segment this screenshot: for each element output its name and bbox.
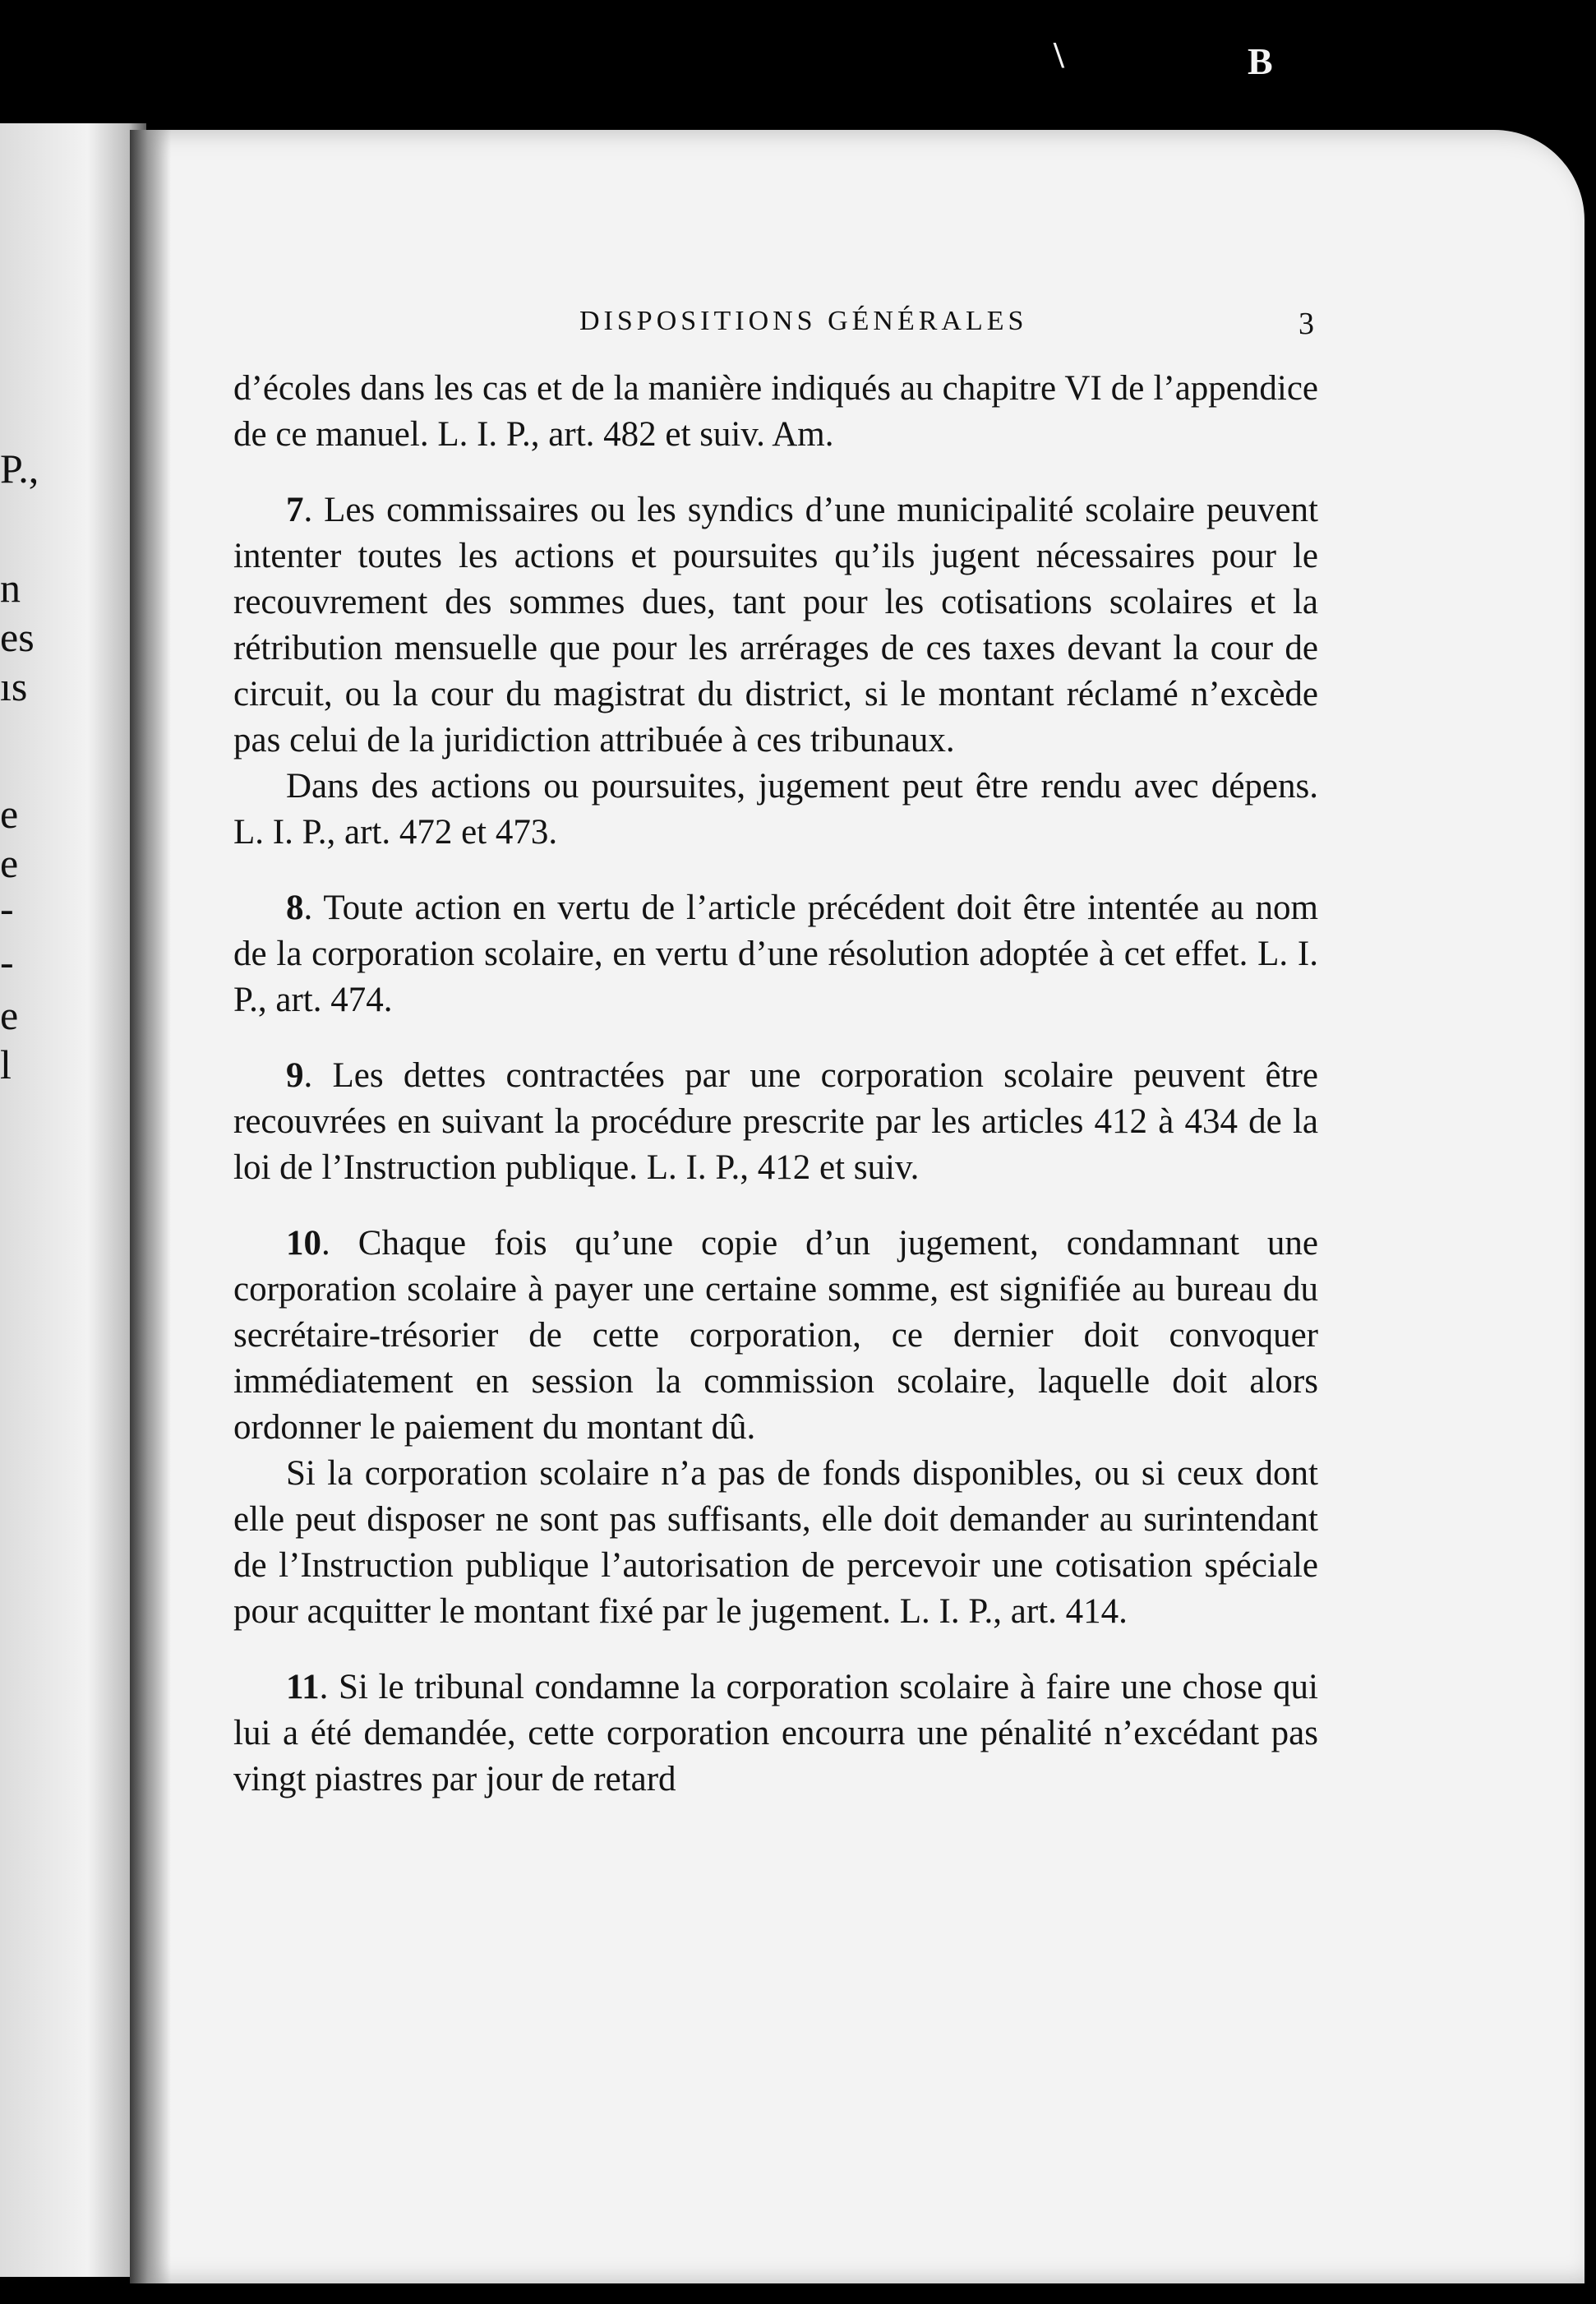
facing-page-fragment: es bbox=[0, 614, 35, 660]
page-gutter-shadow bbox=[130, 130, 171, 2283]
facing-page-fragment: ıs bbox=[0, 663, 28, 709]
paragraph-text: Dans des actions ou poursuites, jugement peut être rendu avec dépens. L. I. P., art. 472 et 473. bbox=[233, 767, 1318, 852]
page-number: 3 bbox=[1298, 307, 1314, 341]
facing-page-fragment: e bbox=[0, 992, 19, 1038]
facing-page-fragment: n bbox=[0, 565, 21, 611]
running-head: DISPOSITIONS GÉNÉRALES bbox=[579, 306, 1028, 336]
paragraph-text: d’écoles dans les cas et de la manière indiqués au chapitre VI de l’appendice de ce manuel. L. I. P., art. 482 et suiv. Am. bbox=[233, 369, 1318, 454]
paragraph-text: Si la corporation scolaire n’a pas de fonds disponibles, ou si ceux dont elle peut disposer ne sont pas suffisants, elle doit demander au surintendant de l’Instruction publique l’autorisation de percevoir une cotisation spéciale pour acquitter le montant fixé par le jugement. L. I. P., art. 414. bbox=[233, 1454, 1318, 1631]
article-10: 10. Chaque fois qu’une copie d’un jugement, condamnant une corporation scolaire à payer une certaine somme, est signifiée au bureau du secrétaire-trésorier de cette corporation, ce dernier doit convoquer immédiatement en session la commission scolaire, laquelle doit alors ordonner le paiement du montant dû. bbox=[233, 1224, 1318, 1447]
paragraph bbox=[233, 1451, 1318, 1635]
scan-mark: \ bbox=[1054, 34, 1064, 76]
paragraph-text: Chaque fois qu’une copie d’un jugement, condamnant une corporation scolaire à payer une certaine somme, est signifiée au bureau du secrétaire-trésorier de cette corporation, ce dernier doit convoquer immédiatement en session la commission scolaire, laquelle doit alors ordonner le paiement du montant dû. bbox=[233, 1224, 1318, 1447]
facing-page-fragment: l bbox=[0, 1041, 12, 1087]
article-number: 10 bbox=[286, 1224, 321, 1263]
article-number: 7 bbox=[286, 491, 304, 529]
article-number: 8 bbox=[286, 889, 304, 927]
article-8: 8. Toute action en vertu de l’article précédent doit être intentée au nom de la corporation scolaire, en vertu d’une résolution adoptée à cet effet. L. I. P., art. 474. bbox=[233, 889, 1318, 1019]
article-11: 11. Si le tribunal condamne la corporation scolaire à faire une chose qui lui a été demandée, cette corporation encourra une pénalité n’excédant pas vingt piastres par jour de retard bbox=[233, 1668, 1319, 1798]
article-number: 11 bbox=[286, 1668, 320, 1706]
paragraph bbox=[233, 366, 1318, 458]
body-text bbox=[233, 366, 1318, 1803]
facing-page-fragment: P., bbox=[0, 446, 39, 492]
facing-page-fragment: e bbox=[0, 791, 19, 837]
article-number: 9 bbox=[286, 1056, 304, 1095]
facing-page-fragment: - bbox=[0, 885, 14, 931]
scan-mark: B bbox=[1248, 40, 1273, 82]
paragraph-text: Toute action en vertu de l’article précédent doit être intentée au nom de la corporation scolaire, en vertu d’une résolution adoptée à cet effet. L. I. P., art. 474. bbox=[233, 889, 1318, 1019]
article-7: 7. Les commissaires ou les syndics d’une municipalité scolaire peuvent intenter toutes les actions et poursuites qu’ils jugent nécessaires pour le recouvrement des sommes dues, tant pour les cotisations scolaires et la rétribution mensuelle que pour les arrérages de ces taxes devant la cour de circuit, ou la cour du magistrat du district, si le montant réclamé n’excède pas celui de la juridiction attribuée à ces tribunaux. bbox=[233, 491, 1318, 760]
facing-page-fragment: e bbox=[0, 840, 19, 886]
paragraph-text: Les commissaires ou les syndics d’une municipalité scolaire peuvent intenter toutes les actions et poursuites qu’ils jugent nécessaires pour le recouvrement des sommes dues, tant pour les cotisations scolaires et la rétribution mensuelle que pour les arrérages de ces taxes devant la cour de circuit, ou la cour du magistrat du district, si le montant réclamé n’excède pas celui de la juridiction attribuée à ces tribunaux. bbox=[233, 491, 1318, 760]
paragraph bbox=[233, 764, 1318, 856]
article-9: 9. Les dettes contractées par une corporation scolaire peuvent être recouvrées en suivant la procédure prescrite par les articles 412 à 434 de la loi de l’Instruction publique. L. I. P., 412 et suiv. bbox=[233, 1056, 1318, 1187]
facing-page-fragment: - bbox=[0, 939, 14, 985]
paragraph-text: Si le tribunal condamne la corporation scolaire à faire une chose qui lui a été demandée, cette corporation encourra une pénalité n’excédant pas vingt piastres par jour de retard bbox=[233, 1668, 1319, 1798]
paragraph-text: Les dettes contractées par une corporation scolaire peuvent être recouvrées en suivant la procédure prescrite par les articles 412 à 434 de la loi de l’Instruction publique. L. I. P., 412 et suiv. bbox=[233, 1056, 1318, 1187]
facing-page-edge bbox=[0, 123, 146, 2277]
